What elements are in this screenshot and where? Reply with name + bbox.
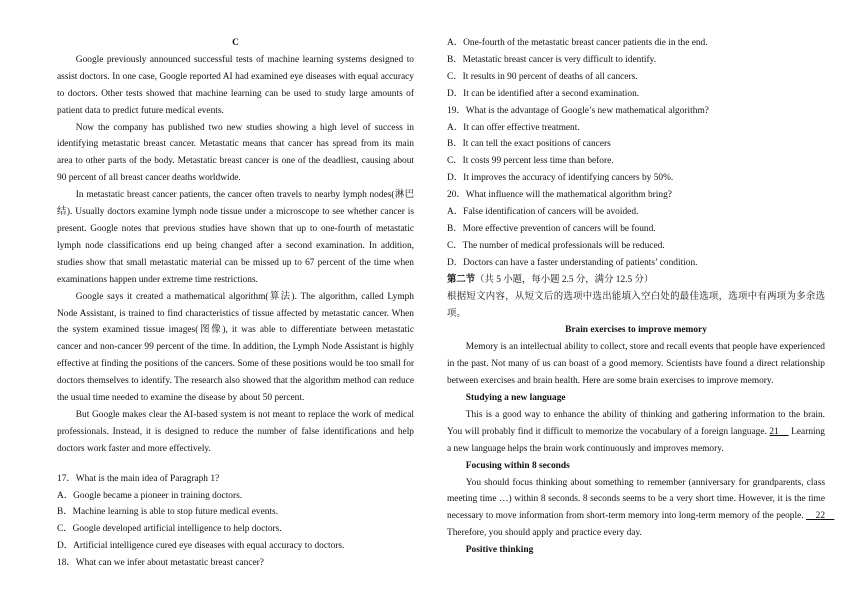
question-20-option-a: A．False identification of cancers will be avoided.: [447, 207, 639, 218]
paragraph-language-tail: Learning a new language helps the brain work continuously and improves memory.: [447, 426, 825, 454]
question-19-option-b: B．It can tell the exact positions of cancers: [447, 139, 611, 150]
question-20-stem: 20．What influence will the mathematical algorithm bring?: [447, 190, 672, 201]
question-17-option-b: B．Machine learning is able to stop future medical events.: [57, 507, 279, 518]
blank-22: 22: [806, 511, 835, 522]
question-19-stem: 19．What is the advantage of Google’s new mathematical algorithm?: [447, 105, 709, 116]
paragraph-2: Now the company has published two new studies showing a high level of success in identifying metastatic breast cancer. Metastatic means that cancer has spread from its main area to other parts of the body. Metastatic breast cancer is one of the deadliest, causing about 90 percent of all breast cancer deaths worldwide.: [57, 122, 414, 184]
paragraph-focus-text: You should focus thinking about something to remember (anniversary for grandparents, class meeting time …) within 8 seconds. 8 seconds seems to be a very short time. However, it is the time necessary to move information from short-term memory into long-term memory of the people.: [447, 477, 825, 522]
passage-heading: C: [232, 38, 239, 48]
question-20-option-c: C．The number of medical professionals will be reduced.: [447, 240, 665, 251]
question-17-option-d: D．Artificial intelligence cured eye diseases with equal accuracy to doctors.: [57, 541, 345, 552]
question-18-stem: 18．What can we infer about metastatic breast cancer?: [57, 558, 264, 569]
section-2-info: （共 5 小题，每小题 2.5 分，满分 12.5 分）: [475, 274, 654, 285]
section-2-instructions: 根据短文内容，从短文后的选项中选出能填入空白处的最佳选项，选项中有两项为多余选项。: [447, 291, 825, 319]
subheading-focus: Focusing within 8 seconds: [465, 460, 570, 471]
question-19-option-d: D．It improves the accuracy of identifying cancers by 50%.: [447, 173, 674, 184]
paragraph-5: But Google makes clear the AI-based system is not meant to replace the work of medical professionals. Instead, it is designed to reduce the number of false identifications and help doctors work faster and more effectively.: [57, 409, 414, 454]
blank-21: 21: [769, 426, 789, 437]
question-18-option-d: D．It can be identified after a second examination.: [447, 88, 640, 99]
paragraph-language-text: This is a good way to enhance the ability of thinking and gathering information to the brain. You will probably find it difficult to memorize the vocabulary of a foreign language.: [447, 409, 825, 437]
subheading-language: Studying a new language: [465, 393, 566, 404]
question-17-stem: 17．What is the main idea of Paragraph 1?: [57, 473, 220, 484]
paragraph-focus-tail: Therefore, you should apply and practice every day.: [447, 528, 642, 539]
section-2-header: [447, 272, 825, 289]
question-19-option-c: C．It costs 99 percent less time than before.: [447, 156, 614, 167]
question-20-option-b: B．More effective prevention of cancers will be found.: [447, 223, 656, 234]
left-column: [57, 35, 414, 572]
question-17-option-c: C．Google developed artificial intelligence to help doctors.: [57, 524, 282, 535]
question-19-option-a: A．It can offer effective treatment.: [447, 122, 580, 133]
subheading-positive: Positive thinking: [465, 545, 534, 556]
question-20-option-d: D．Doctors can have a faster understanding of patients’ condition.: [447, 257, 698, 268]
paragraph-language: [447, 407, 825, 458]
passage-title: Brain exercises to improve memory: [565, 325, 707, 336]
question-17-option-a: A．Google became a pioneer in training doctors.: [57, 490, 243, 501]
passage-intro: Memory is an intellectual ability to collect, store and recall events that people have experienced in the past. Not many of us can boast of a good memory. Scientists have found a direct relationship between exercises and brain health. Here are some brain exercises to improve memory.: [447, 342, 825, 387]
right-column: [447, 35, 835, 559]
paragraph-3: In metastatic breast cancer patients, the cancer often travels to nearby lymph nodes(淋巴结). Usually doctors examine lymph node tissue under a microscope to see whether cancer is present. Google notes that previous studies have shown that up to one-fourth of metastatic lymph node classifications end up being changed after a second examination. In addition, studies show that small metastatic material can be missed up to 67 percent of the time when examinations happen under extreme time restrictions.: [57, 190, 414, 285]
paragraph-4: Google says it created a mathematical algorithm(算法). The algorithm, called Lymph Node Assistant, is trained to find characteristics of tissue affected by metastatic cancer. When the system examined tissue images(图像), it was able to differentiate between metastatic cancer and non-cancer 99 percent of the time. In addition, the Lymph Node Assistant is highly effective at finding the positions of the cancers. Some of these positions would be too small for doctors themselves to identify. The research also showed that the algorithm method can reduce the usual time needed to examine the disease by about 50 percent.: [57, 291, 414, 404]
paragraph-1: Google previously announced successful tests of machine learning systems designed to assist doctors. In one case, Google reported AI had examined eye diseases with equal accuracy to doctors. Other tests showed that machine learning can be used to study large amounts of patient data to predict future medical events.: [57, 54, 414, 116]
section-2-label: 第二节: [447, 274, 476, 285]
question-18-option-a: A．One-fourth of the metastatic breast cancer patients die in the end.: [447, 38, 708, 48]
paragraph-focus: [447, 475, 835, 543]
question-18-option-b: B．Metastatic breast cancer is very difficult to identify.: [447, 54, 657, 65]
question-18-option-c: C．It results in 90 percent of deaths of all cancers.: [447, 71, 638, 82]
